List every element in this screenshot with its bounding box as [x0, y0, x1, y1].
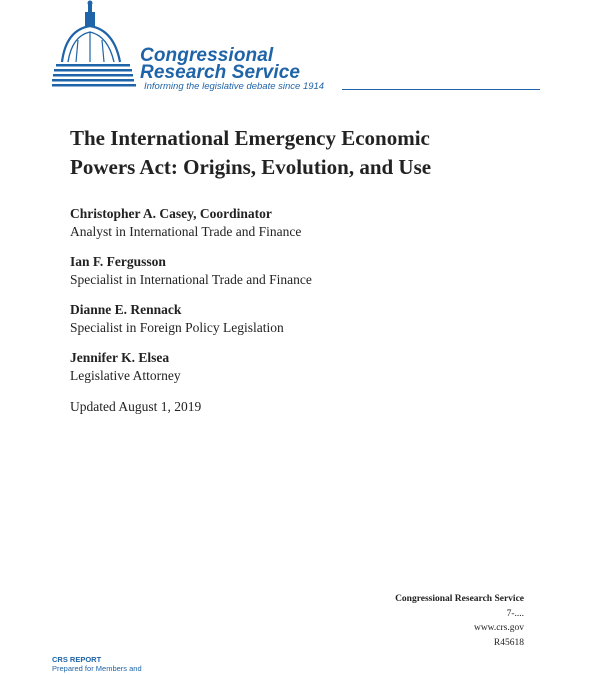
author-name: Dianne E. Rennack: [70, 302, 182, 317]
logo-title-line1: Congressional: [140, 45, 274, 66]
crs-logo: [52, 0, 542, 95]
author-name: Jennifer K. Elsea: [70, 350, 170, 365]
publisher-block: [395, 592, 524, 650]
crs-report-footer: [52, 655, 142, 673]
author-block: [70, 253, 312, 289]
crs-report-label: CRS REPORT: [52, 655, 102, 664]
publisher-phone: 7-....: [506, 608, 524, 619]
crs-report-sub: Prepared for Members and: [52, 664, 142, 673]
author-block: [70, 301, 284, 337]
logo-title-line2: Research Service: [140, 62, 301, 83]
capitol-dome-icon: [52, 0, 138, 92]
report-title: The International Emergency Economic Powers Act: Origins, Evolution, and Use: [70, 126, 432, 179]
logo-rule: [342, 89, 540, 90]
author-role: Specialist in Foreign Policy Legislation: [70, 320, 284, 335]
author-block: [70, 205, 301, 241]
report-number: R45618: [493, 637, 524, 648]
author-block: [70, 349, 181, 385]
publisher-name: Congressional Research Service: [395, 594, 524, 604]
publisher-website: www.crs.gov: [473, 623, 524, 633]
author-role: Analyst in International Trade and Finance: [70, 224, 302, 239]
author-name: Christopher A. Casey, Coordinator: [70, 206, 272, 221]
logo-tagline: Informing the legislative debate since 1914: [144, 81, 325, 92]
author-role: Legislative Attorney: [70, 368, 181, 383]
author-role: Specialist in International Trade and Finance: [70, 272, 312, 287]
updated-date: Updated August 1, 2019: [70, 399, 202, 414]
author-name: Ian F. Fergusson: [70, 254, 166, 269]
